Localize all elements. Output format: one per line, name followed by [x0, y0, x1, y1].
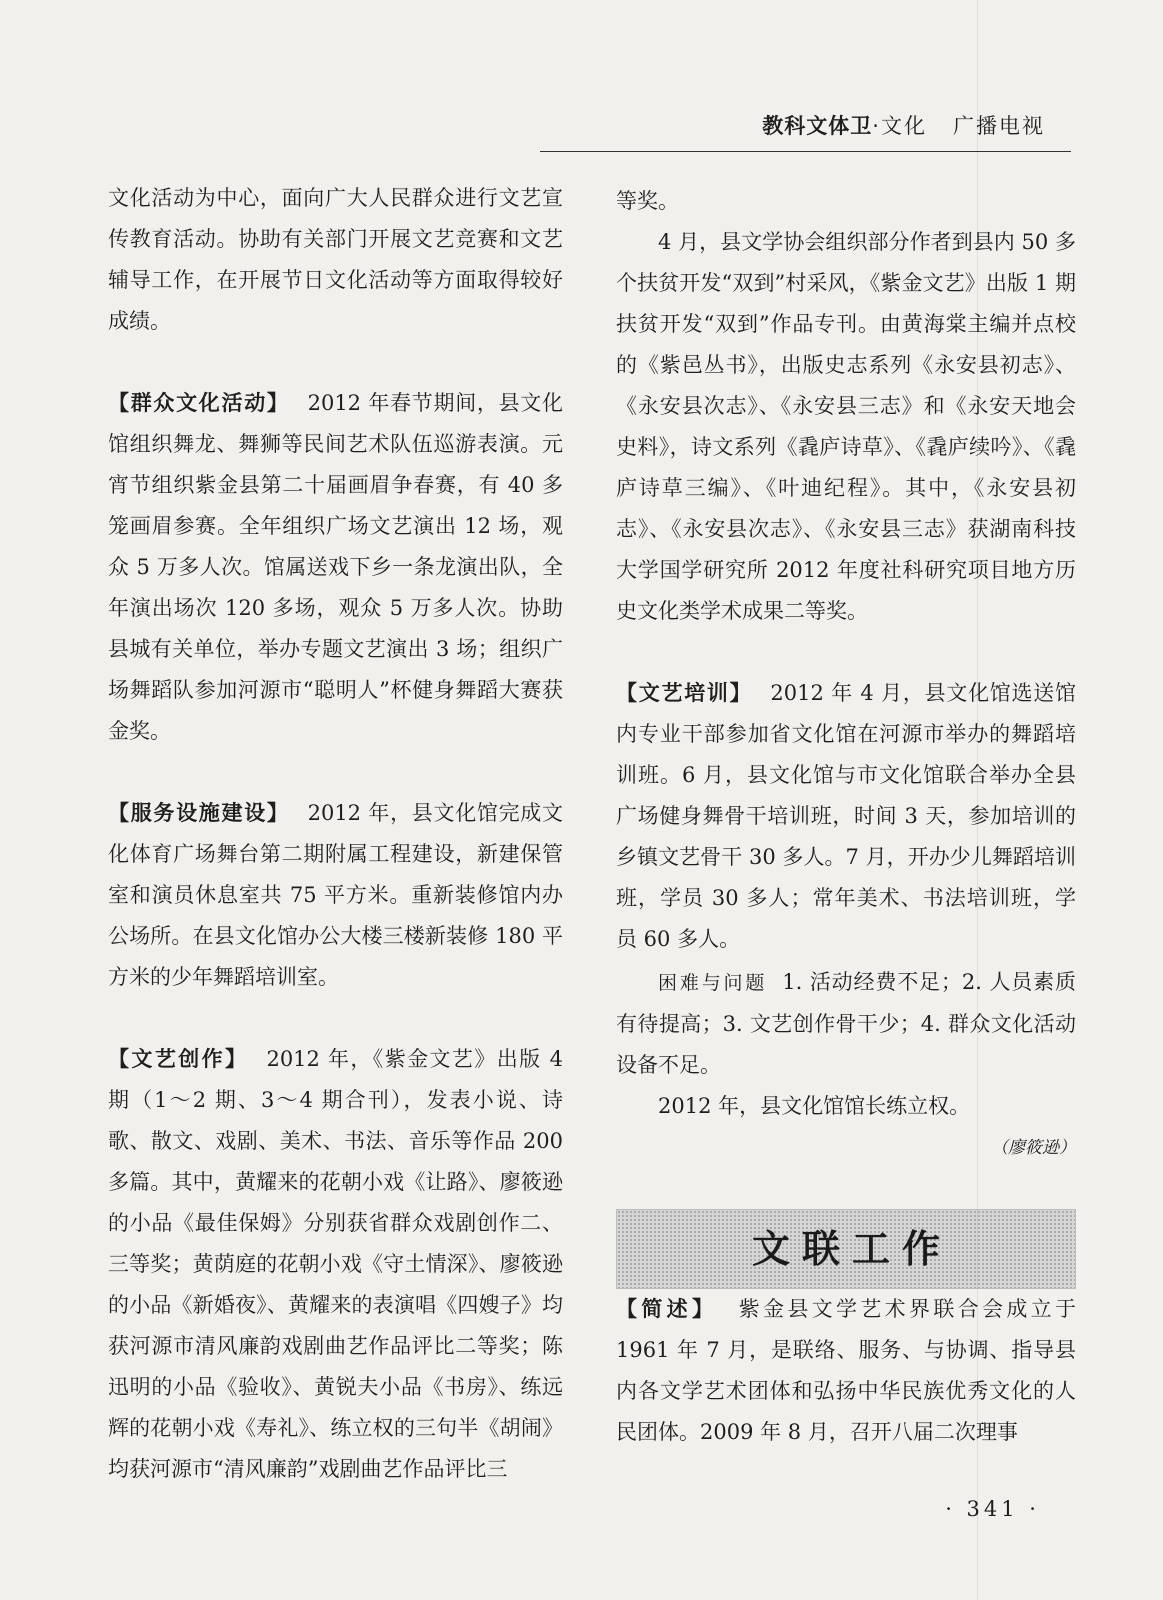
section-chuangzuo	[108, 1039, 563, 1490]
section-peixun	[616, 673, 1076, 960]
paragraph-director: 2012 年，县文化馆馆长练立权。	[658, 1094, 971, 1118]
section-tag-fuwu: 【服务设施建设】	[108, 801, 290, 825]
paragraph-april: 4 月，县文学协会组织部分作者到县内 50 多个扶贫开发“双到”村采风，《紫金文艺》出版 1 期扶贫开发“双到”作品专刊。由黄海棠主编并点校的《紫邑丛书》，出版史志系列《永安县初志》、《永安县次志》、《永安县三志》和《永安天地会史料》，诗文系列《毳庐诗草》、《毳庐续吟》、《毳庐诗草三编》、《叶迪纪程》。其中，《永安县初志》、《永安县次志》、《永安县三志》获湖南科技大学国学研究所 2012 年度社科研究项目地方历史文化类学术成果二等奖。	[616, 230, 1076, 623]
section-banner	[616, 1209, 1076, 1289]
paragraph-difficulties	[616, 962, 1076, 1086]
header-dot: ·	[872, 114, 881, 138]
left-column	[108, 178, 563, 1490]
section-qunzhong	[108, 383, 563, 752]
section-text-jianshu: 紫金县文学艺术界联合会成立于 1961 年 7 月，是联络、服务、与协调、指导县内各文学艺术团体和弘扬中华民族优秀文化的人民团体。2009 年 8 月，召开八届二次理事	[616, 1297, 1077, 1444]
section-fuwu	[108, 793, 563, 998]
section-jianshu	[616, 1289, 1076, 1453]
header-sub-culture: 文化	[880, 114, 927, 138]
header-section: 教科文体卫	[762, 114, 873, 138]
banner-title: 文联工作	[751, 1226, 952, 1271]
running-header	[762, 110, 1045, 140]
left-continuation: 文化活动为中心，面向广大人民群众进行文艺宣传教育活动。协助有关部门开展文艺竞赛和文艺辅导工作，在开展节日文化活动等方面取得较好成绩。	[108, 186, 563, 333]
section-tag-qunzhong: 【群众文化活动】	[108, 391, 290, 415]
section-tag-chuangzuo: 【文艺创作】	[108, 1047, 249, 1071]
header-sub-broadcast: 广播电视	[953, 114, 1045, 138]
author-credit: （廖筱逊）	[991, 1138, 1076, 1158]
difficulties-label: 困难与问题	[658, 972, 768, 994]
header-rule	[540, 151, 1071, 152]
page-number: · 341 ·	[945, 1497, 1040, 1521]
right-continuation: 等奖。	[616, 189, 679, 213]
section-tag-jianshu: 【简述】	[616, 1297, 718, 1321]
section-text-peixun: 2012 年 4 月，县文化馆选送馆内专业干部参加省文化馆在河源市举办的舞蹈培训班。6 月，县文化馆与市文化馆联合举办全县广场健身舞骨干培训班，时间 3 天，参加培训的乡镇文艺骨干 30 多人。7 月，开办少儿舞蹈培训班，学员 30 多人；常年美术、书法培训班，学员 60 多人。	[616, 681, 1076, 951]
section-text-fuwu: 2012 年，县文化馆完成文化体育广场舞台第二期附属工程建设，新建保管室和演员休息室共 75 平方米。重新装修馆内办公场所。在县文化馆办公大楼三楼新装修 180 平方米的少年舞蹈培训室。	[108, 801, 563, 989]
section-text-chuangzuo: 2012 年，《紫金文艺》出版 4 期（1～2 期、3～4 期合刊），发表小说、诗歌、散文、戏剧、美术、书法、音乐等作品 200 多篇。其中，黄耀来的花朝小戏《让路》、廖筱逊的小品《最佳保姆》分别获省群众戏剧创作二、三等奖；黄荫庭的花朝小戏《守土情深》、廖筱逊的小品《新婚夜》、黄耀来的表演唱《四嫂子》均获河源市清风廉韵戏剧曲艺作品评比二等奖；陈迅明的小品《验收》、黄锐夫小品《书房》、练远辉的花朝小戏《寿礼》、练立权的三句半《胡闹》均获河源市“清风廉韵”戏剧曲艺作品评比三	[108, 1047, 564, 1481]
right-column	[616, 181, 1076, 1453]
section-tag-peixun: 【文艺培训】	[616, 681, 753, 705]
difficulties-text: 1. 活动经费不足；2. 人员素质有待提高；3. 文艺创作骨干少；4. 群众文化活动设备不足。	[616, 970, 1076, 1077]
scan-fold-line	[977, 0, 978, 1600]
section-text-qunzhong: 2012 年春节期间，县文化馆组织舞龙、舞狮等民间艺术队伍巡游表演。元宵节组织紫金县第二十届画眉争春赛，有 40 多笼画眉参赛。全年组织广场文艺演出 12 场，观众 5 万多人次。馆属送戏下乡一条龙演出队，全年演出场次 120 多场，观众 5 万多人次。协助县城有关单位，举办专题文艺演出 3 场；组织广场舞蹈队参加河源市“聪明人”杯健身舞蹈大赛获金奖。	[108, 391, 563, 743]
